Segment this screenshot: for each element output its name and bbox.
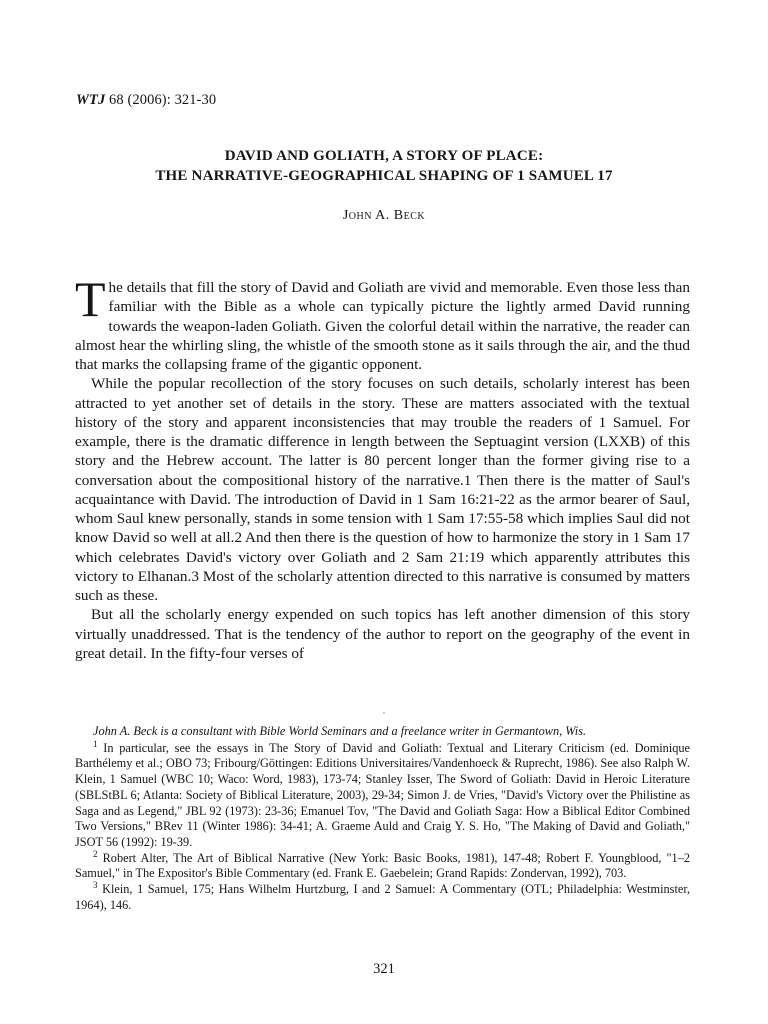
footnote-1: [75, 738, 691, 851]
journal-citation: [76, 92, 216, 109]
paragraph-3: But all the scholarly energy expended on such topics has left another dimension of this story virtually unaddressed. That is the tendency of the author to report on the geography of the event in great detail. In the fifty-four verses of: [75, 606, 690, 662]
article-body: [75, 271, 690, 663]
footnote-3-number: 3: [93, 879, 98, 890]
drop-cap: T: [75, 271, 106, 327]
footnotes: [75, 724, 690, 913]
paragraph-2: While the popular recollection of the story focuses on such details, scholarly interest has been attracted to yet another set of details in the story. These are matters associated with the textual history of the story and apparent inconsistencies that may trouble the readers of 1 Samuel. For example, there is the dramatic difference in length between the Septuagint version (LXXB) of this story and the Hebrew account. The latter is 80 percent longer than the former giving rise to a conversation about the compositional history of the narrative.1 Then there is the matter of Saul's acquaintance with David. The introduction of David in 1 Sam 16:21-22 as the armor bearer of Saul, whom Saul knew personally, stands in some tension with 1 Sam 17:55-58 which implies Saul did not know David so well at all.2 And then there is the question of how to harmonize the story in 1 Sam 17 which celebrates David's victory over Goliath and 2 Sam 21:19 which apparently attributes this victory to Elhanan.3 Most of the scholarly attention directed to this narrative is consumed by matters such as these.: [75, 375, 690, 604]
scan-mark: ,: [383, 706, 385, 715]
footnote-3: [75, 879, 691, 913]
article-title-line-1: DAVID AND GOLIATH, A STORY OF PLACE:: [224, 148, 544, 164]
journal-abbreviation: WTJ: [76, 92, 106, 108]
footnote-1-number: 1: [93, 738, 98, 749]
footnote-3-text: Klein, 1 Samuel, 175; Hans Wilhelm Hurtzburg, I and 2 Samuel: A Commentary (OTL; Philadelphia: Westminster, 1964), 146.: [75, 882, 691, 912]
article-author: John A. Beck: [342, 208, 426, 223]
paragraph-1-text: he details that fill the story of David and Goliath are vivid and memorable. Even those less than familiar with the Bible as a whole can typically picture the lightly armed David running towards the weapon-laden Goliath. Given the colorful detail within the narrative, the reader can almost hear the whirling sling, the whistle of the smooth stone as it sails through the air, and the thud that marks the collapsing frame of the gigantic opponent.: [75, 279, 690, 373]
paragraph-1: [75, 271, 690, 374]
page-number: 321: [373, 961, 395, 977]
article-title-line-2: THE NARRATIVE-GEOGRAPHICAL SHAPING OF 1 SAMUEL 17: [155, 168, 613, 184]
footnote-1-text: In particular, see the essays in The Story of David and Goliath: Textual and Literary Criticism (ed. Dominique Barthélemy et al.; OBO 73; Fribourg/Göttingen: Editions Universitaires/Vandenhoeck & Ruprecht, 1986). See also Ralph W. Klein, 1 Samuel (WBC 10; Waco: Word, 1983), 173-74; Stanley Isser, The Sword of Goliath: David in Heroic Literature (SBLStBL 6; Atlanta: Society of Biblical Literature, 2003), 29-34; Simon J. de Vries, "David's Victory over the Philistine as Saga and as Legend," JBL 92 (1973): 23-36; Emanuel Tov, "The David and Goliath Saga: How a Biblical Editor Combined Two Versions," BRev 11 (Winter 1986): 34-41; A. Graeme Auld and Craig Y. S. Ho, "The Making of David and Goliath," JSOT 56 (1992): 19-39.: [75, 740, 691, 849]
footnote-2: [75, 848, 690, 882]
article-title: [0, 146, 768, 186]
volume-pages: 68 (2006): 321-30: [105, 92, 217, 108]
footnote-2-text: Robert Alter, The Art of Biblical Narrative (New York: Basic Books, 1981), 147-48; Robert F. Youngblood, "1–2 Samuel," in The Expositor's Bible Commentary (ed. Frank E. Gaebelein; Grand Rapids: Zondervan, 1992), 703.: [75, 850, 690, 881]
footnote-2-number: 2: [93, 848, 98, 859]
author-affiliation: John A. Beck is a consultant with Bible World Seminars and a freelance writer in Germantown, Wis.: [93, 724, 587, 738]
